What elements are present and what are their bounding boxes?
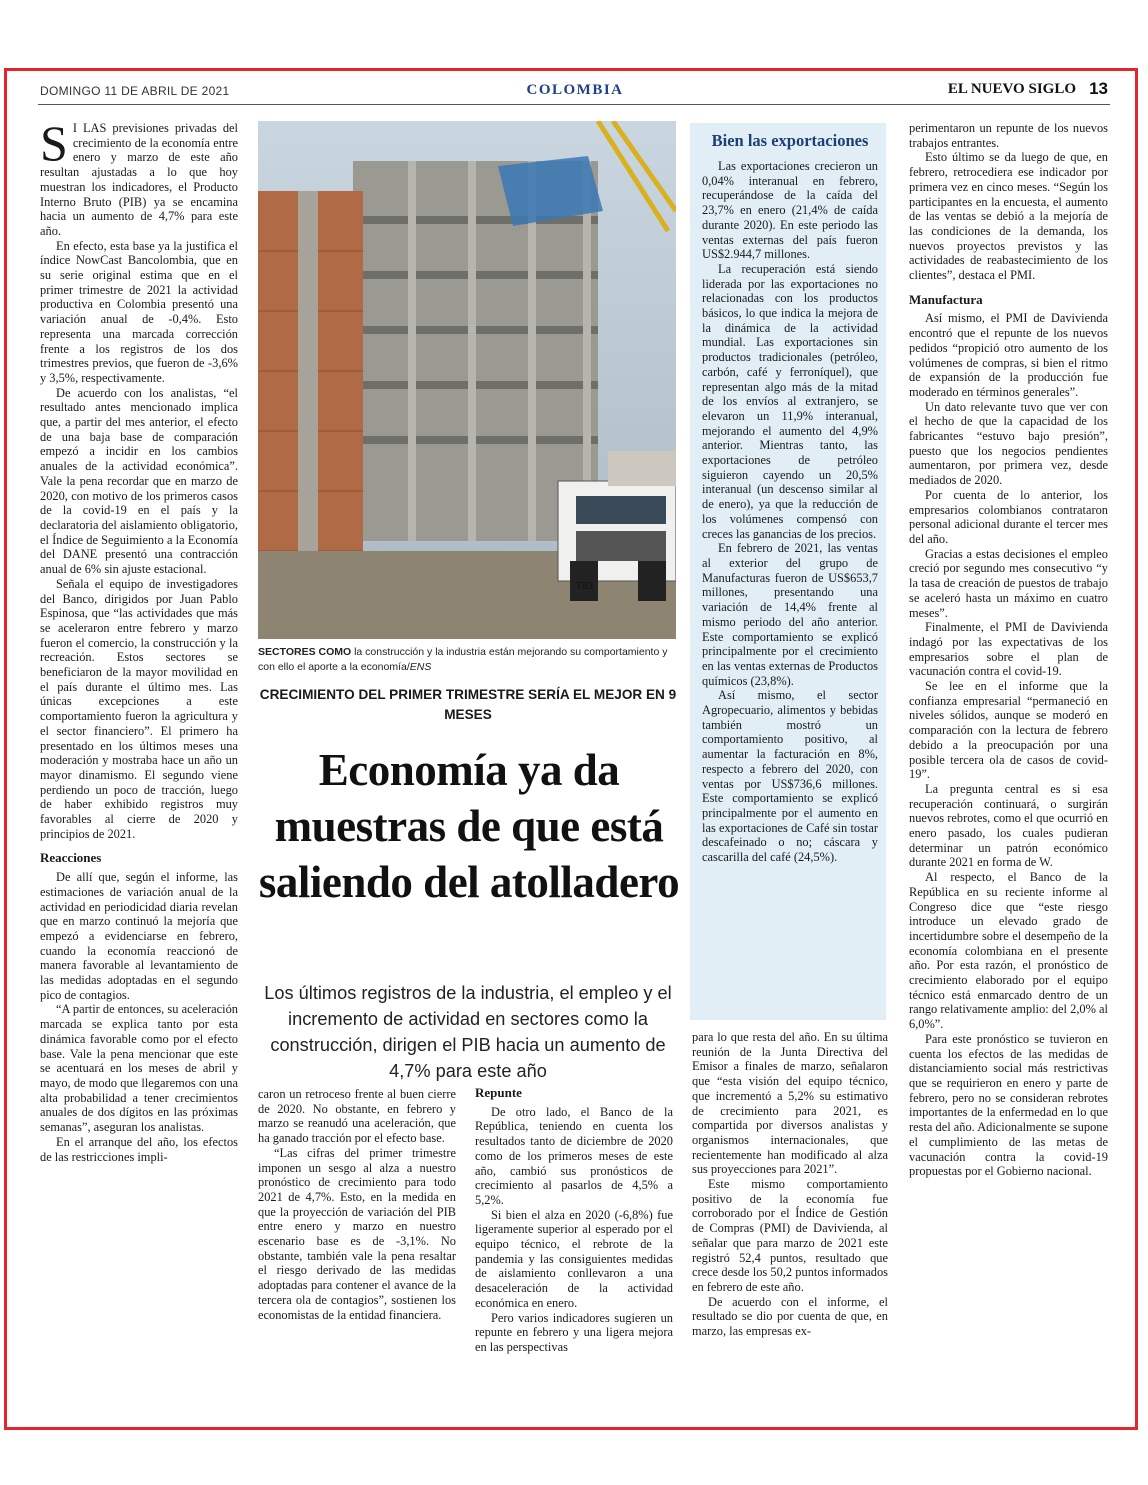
headline-kicker: CRECIMIENTO DEL PRIMER TRIMESTRE SERÍA EL MEJOR EN 9 MESES	[259, 687, 677, 722]
paragraph: Señala el equipo de investigadores del Banco, dirigidos por Juan Pablo Espinosa, que “las actividades que más se aceleraron entre febrero y marzo fueron el comercio, la construcción y la recreación. Estos sectores se beneficiaron de la mayor movilidad en el país durante el último mes. Las únicas excepciones a este comportamiento fueron la agricultura y el sector financiero”. El primero ha presentado en los últimos meses una moderación y mostraba hace un año un mayor dinamismo. El segundo viene perdiendo un poco de tracción, luego de haber exhibido registros muy favorables al cierre de 2020 y principios de 2021.	[40, 576, 238, 841]
paragraph: Finalmente, el PMI de Davivienda indagó por las expectativas de los empresarios sobre el plan de vacunación contra el covid-19.	[909, 620, 1108, 679]
caption-text: la construcción y la industria están mejorando su comportamiento y con ello el aporte a la economía/	[258, 646, 668, 673]
article-column-2	[258, 1087, 456, 1417]
article-column-3	[475, 1082, 673, 1422]
paragraph: De acuerdo con el informe, el resultado se dio por cuenta de que, en marzo, las empresas ex-	[692, 1294, 888, 1339]
paragraph: Para este pronóstico se tuvieron en cuenta los efectos de las medidas de distanciamiento social más restrictivas que se requirieron en enero y parte de febrero, pero no se consideran rebrotes importantes de la enfermedad en lo que resta del año. Adicionalmente se supone el cumplimiento de las metas de vacunación contra la covid-19 propuestas por el Gobierno nacional.	[909, 1031, 1108, 1179]
paragraph: Al respecto, el Banco de la República en su reciente informe al Congreso dice que “este riesgo introduce un elevado grado de incertidumbre sobre el desempeño de la economía colombiana en el presente año. Por esta razón, el pronóstico de crecimiento elaborado por el equipo técnico está enmarcado dentro de un rango relativamente amplio: del 2,0% al 6,0%”.	[909, 870, 1108, 1032]
paragraph: Así mismo, el PMI de Davivienda encontró que el repunte de los nuevos pedidos “propició otro aumento de los volúmenes de compras, si bien el ritmo de expansión de la producción fue moderado en términos generales”.	[909, 311, 1108, 399]
paragraph: Por cuenta de lo anterior, los empresarios colombianos contrataron personal adicional durante el tercer mes del año.	[909, 487, 1108, 546]
paragraph: En febrero de 2021, las ventas al exterior del grupo de Manufacturas fueron de US$653,7 millones, presentando una variación de 14,4% frente al mismo periodo del año anterior. Este comportamiento se explicó principalmente por el crecimiento en las ventas externas de Productos químicos (23,8%).	[702, 541, 878, 688]
paragraph: En efecto, esta base ya la justifica el índice NowCast Bancolombia, que en su serie original estima que en el primer trimestre de 2021 la actividad productiva en Colombia presentó una variación anual de -0,4%. Esto representa una marcada corrección frente a los registros de los dos trimestres previos, que fueron de -3,6% y 3,5%, respectivamente.	[40, 238, 238, 385]
construction-site-image	[258, 121, 676, 639]
paragraph: perimentaron un repunte de los nuevos trabajos entrantes.	[909, 121, 1108, 150]
paragraph: Esto último se da luego de que, en febrero, retrocediera ese indicador por primera vez en cinco meses. “Según los participantes en la encuesta, el aumento de las ventas se debió a la mejoría de las condiciones de la demanda, los nuevos proyectos previstos y las actividades de reabastecimiento de los clientes”, destaca el PMI.	[909, 150, 1108, 283]
sidebar-title: Bien las exportaciones	[711, 131, 869, 150]
exports-sidebar	[690, 123, 886, 1020]
article-column-4	[692, 1030, 888, 1422]
paragraph: Gracias a estas decisiones el empleo creció por segundo mes consecutivo “y la tasa de creación de puestos de trabajo se aceleró hasta un máximo en cuatro meses”.	[909, 546, 1108, 620]
article-column-5	[909, 121, 1108, 1424]
newspaper-name: EL NUEVO SIGLO	[947, 81, 1076, 97]
paragraph: Este mismo comportamiento positivo de la economía fue corroborado por el Índice de Gestión de Compras (PMI) de Davivienda, al señalar que para marzo de 2021 este registró 52,4 puntos, resultado que crece desde los 50,2 puntos informados en febrero de este año.	[692, 1177, 888, 1294]
paragraph: Se lee en el informe que la confianza empresarial “permaneció en niveles sólidos, aunque se moderó en comparación con la lectura de febrero debido a la preocupación por una posible tercera ola de casos de covid-19”.	[909, 679, 1108, 782]
paragraph: Pero varios indicadores sugieren un repunte en febrero y una ligera mejora en las perspectivas	[475, 1310, 673, 1354]
caption-lead: SECTORES COMO	[258, 646, 352, 658]
paragraph: De allí que, según el informe, las estimaciones de variación anual de la actividad en periodicidad diaria revelan que en marzo continuó la mejoría que empezó a evidenciarse en febrero, cuando la economía reaccionó de manera favorable al levantamiento de las medidas adoptadas en el segundo pico de contagios.	[40, 870, 238, 1002]
paragraph: En el arranque del año, los efectos de las restricciones impli-	[40, 1134, 238, 1164]
headline-deck: Los últimos registros de la industria, el empleo y el incremento de actividad en sectores como la construcción, dirigen el PIB hacia un aumento de 4,7% para este año	[264, 983, 672, 1081]
page-number: 13	[1089, 79, 1108, 98]
article-column-1	[40, 121, 238, 1424]
paragraph: La recuperación está siendo liderada por las exportaciones no relacionadas con los productos básicos, lo que indica la mejora de la dinámica de la actividad mundial. Las exportaciones sin productos tradicionales (petróleo, carbón, café y ferroníquel), que representan algo más de la mitad de los envíos al extranjero, se elevaron un 11,9% interanual, mejorando el aumento del 4,9% anterior. Mientras tanto, las exportaciones de petróleo siguieron cayendo un 20,5% interanual (un descenso similar al de enero), ya que la reducción de los volúmenes compensó con creces las ganancias de los precios.	[702, 261, 878, 541]
subheading-reacciones: Reacciones	[40, 850, 102, 866]
drop-cap: S	[40, 121, 68, 171]
paragraph: “Las cifras del primer trimestre imponen un sesgo al alza a nuestro pronóstico de crecimiento para todo 2021 de 4,7%. Esto, en la medida en que la proyección de variación del PIB entre enero y marzo en nuestro escenario base es de -3,1%. No obstante, también vale la pena resaltar el riesgo derivado de las medidas adoptadas para contener el avance de la tercera ola de contagios”, sostienen los economistas de la entidad financiera.	[258, 1145, 456, 1322]
construction-photo	[258, 121, 676, 639]
paragraph: Así mismo, el sector Agropecuario, alimentos y bebidas también mostró un comportamiento positivo, al aumentar la facturación en 8%, respecto a febrero del 2020, con ventas por US$736,6 millones. Este comportamiento se explicó principalmente por el aumento en las exportaciones de Café sin tostar descafeinado o no; cáscara y cascarilla del café (24,5%).	[702, 688, 878, 865]
paragraph: Si bien el alza en 2020 (-6,8%) fue ligeramente superior al esperado por el equipo técnico, el rebrote de la pandemia y las consiguientes medidas de aislamiento conllevaron a una desaceleración de la actividad económica en enero.	[475, 1207, 673, 1310]
section-title: COLOMBIA	[526, 82, 624, 98]
paragraph: “A partir de entonces, su aceleración marcada se explica tanto por esta dinámica favorable como por el efecto base. Vale la pena mencionar que este se acentuará en los meses de abril y mayo, de modo que llegaremos con una alta probabilidad a tener crecimientos anuales de dos dígitos en las próximas semanas”, aseguran los analistas.	[40, 1002, 238, 1135]
header-rule	[38, 104, 1110, 105]
paragraph: para lo que resta del año. En su última reunión de la Junta Directiva del Emisor a finales de marzo, señalaron que “esta visión del equipo técnico, que incrementó a 5,2% su estimativo de crecimiento para 2021, es compartida por diversos analistas y organismos internacionales, que recientemente han modificado al alza sus proyecciones para 2021”.	[692, 1030, 888, 1177]
truck-plate: T83	[576, 581, 594, 592]
paragraph: De otro lado, el Banco de la República, teniendo en cuenta los resultados tanto de diciembre de 2020 como de los primeros meses de este año, cambió sus pronósticos de crecimiento al pasarlos de 4,5% a 5,2%.	[475, 1104, 673, 1207]
lead-paragraph: S I LAS previsiones privadas del crecimiento de la economía entre enero y marzo de este año resultan ajustadas a lo que hoy muestran los indicadores, el Producto Interno Bruto (PIB) ya se encamina hacia un aumento de 4,7% para este año.	[40, 121, 238, 238]
photo-caption	[258, 645, 678, 675]
paragraph: caron un retroceso frente al buen cierre de 2020. No obstante, en febrero y marzo se reanudó una aceleración, que ha ganado tracción por el efecto base.	[258, 1087, 456, 1146]
paragraph: Las exportaciones crecieron un 0,04% interanual en febrero, recuperándose de la caída del 23,7% en enero (21,4% de caída durante 2020). En este periodo las ventas externas del país fueron US$2.944,7 millones.	[702, 159, 878, 262]
subheading-repunte: Repunte	[475, 1085, 522, 1100]
caption-credit: ENS	[409, 661, 432, 673]
paragraph: De acuerdo con los analistas, “el resultado antes mencionado implica que, a partir del mes anterior, el efecto de una baja base de comparación empezó a incidir en los cambios anuales de la actividad económica”. Vale la pena recordar que en marzo de 2020, con motivo de los primeros casos de la covid-19 en el país y la declaratoria del aislamiento obligatorio, el Índice de Seguimiento a la Economía del DANE presentó una contracción anual de 6% sin ajuste estacional.	[40, 385, 238, 577]
paragraph: Un dato relevante tuvo que ver con el hecho de que la capacidad de los fabricantes “estuvo bajo presión”, puesto que los negocios pendientes aumentaron, por primera vez, desde mediados de 2020.	[909, 399, 1108, 488]
headline: Economía ya da muestras de que está saliendo del atolladero	[258, 745, 680, 907]
issue-date: DOMINGO 11 DE ABRIL DE 2021	[40, 84, 230, 98]
subheading-manufactura: Manufactura	[909, 291, 983, 307]
paragraph: La pregunta central es si esa recuperación continuará, o surgirán nuevos rebrotes, como el que ocurrió en enero pasado, los cuales pudieran determinar un patrón económico durante 2021 en forma de W.	[909, 781, 1108, 870]
